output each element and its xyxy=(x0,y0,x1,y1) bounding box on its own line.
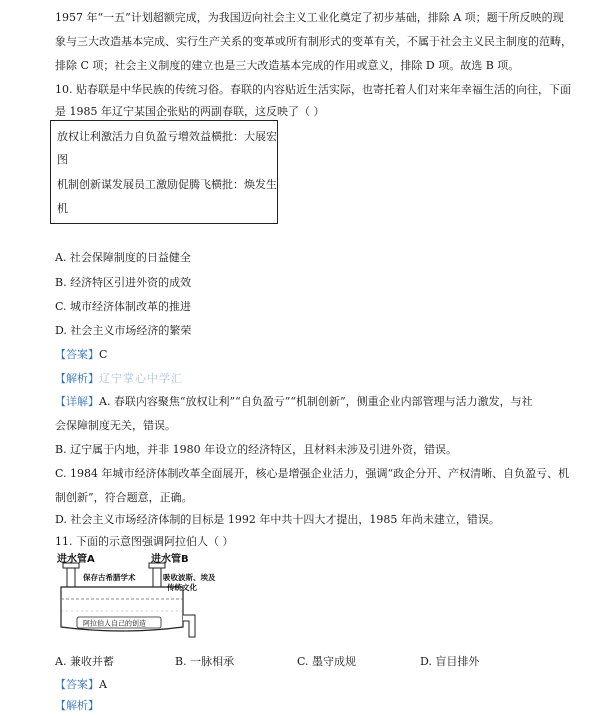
flow-a-label: 保存古希腊学术 xyxy=(83,573,136,582)
detail-line: 制创新”，符合题意，正确。 xyxy=(55,491,193,504)
option-c: C. 墨守成规 xyxy=(297,655,357,668)
text-line: 1957 年“一五”计划超额完成，为我国迈向社会主义工业化奠定了初步基础，排除 A 项；题干所反映的现 xyxy=(55,11,564,24)
answer-value: A xyxy=(99,678,107,691)
text-line: 排除 C 项；社会主义制度的建立也是三大改造基本完成的作用或意义，排除 D 项。故选 B 项。 xyxy=(55,59,520,72)
detail-line: C. 1984 年城市经济体制改革全面展开，核心是增强企业活力，强调“政企分开、产权清晰、自负盈亏、机 xyxy=(55,467,570,480)
text-line: 象与三大改造基本完成、实行生产关系的变革或所有制形式的变革有关，不属于社会主义民主制度的范畴， xyxy=(55,35,572,48)
detail-text: A. 春联内容聚焦“放权让利”“自负盈亏”“机制创新”，侧重企业内部管理与活力激发，与社 xyxy=(99,395,533,408)
answer-tag: 【答案】 xyxy=(55,678,99,691)
flow-b-label: 传统文化 xyxy=(167,583,197,592)
option-d: D. 盲目排外 xyxy=(420,655,480,668)
detail-line: D. 社会主义市场经济体制的目标是 1992 年中共十四大才提出，1985 年尚未建立，错误。 xyxy=(55,513,500,526)
outlet-pipe xyxy=(183,615,195,637)
base-label: 阿拉伯人自己的创造 xyxy=(83,619,146,628)
pipe-b-label: 进水管B xyxy=(151,554,189,565)
question-10-stem: 是 1985 年辽宁某国企张贴的两副春联，这反映了（ ） xyxy=(55,105,325,118)
answer-line xyxy=(55,347,107,363)
analysis-tag: 【解析】 xyxy=(55,372,99,385)
analysis-line xyxy=(55,371,183,387)
detail-line: 会保障制度无关，错误。 xyxy=(55,419,176,432)
detail-tag: 【详解】 xyxy=(55,395,99,408)
couplet-line: 放权让利激活力自负盈亏增效益横批：大展宏 xyxy=(57,130,277,143)
answer-tag: 【答案】 xyxy=(55,348,99,361)
detail-line: B. 辽宁属于内地，并非 1980 年设立的经济特区，且材料未涉及引进外资，错误。 xyxy=(55,443,458,456)
couplet-box xyxy=(50,120,278,224)
option-a: A. 兼收并蓄 xyxy=(55,655,114,668)
option-a: A. 社会保障制度的日益健全 xyxy=(55,251,191,264)
answer-line xyxy=(55,677,107,693)
detail-line xyxy=(55,394,533,410)
option-b: B. 一脉相承 xyxy=(175,655,235,668)
watermark: 辽宁掌心中学汇 xyxy=(99,372,183,385)
option-d: D. 社会主义市场经济的繁荣 xyxy=(55,324,192,337)
water-tank-diagram xyxy=(55,553,216,643)
analysis-line xyxy=(55,698,99,714)
couplet-line: 机 xyxy=(57,202,68,215)
option-b: B. 经济特区引进外资的成效 xyxy=(55,276,192,289)
question-11-stem: 11. 下面的示意图强调阿拉伯人（ ） xyxy=(55,535,234,548)
answer-value: C xyxy=(99,348,108,361)
analysis-tag: 【解析】 xyxy=(55,699,99,712)
option-c: C. 城市经济体制改革的推进 xyxy=(55,300,192,313)
pipe-a-label: 进水管A xyxy=(57,554,95,565)
question-10-stem: 10. 贴春联是中华民族的传统习俗。春联的内容贴近生活实际，也寄托着人们对来年幸福生活的向往，下面 xyxy=(55,83,571,96)
flow-b-label: 吸收波斯、埃及 xyxy=(163,573,216,582)
couplet-line: 图 xyxy=(57,153,68,166)
couplet-line: 机制创新谋发展员工激励促腾飞横批：焕发生 xyxy=(57,178,277,191)
